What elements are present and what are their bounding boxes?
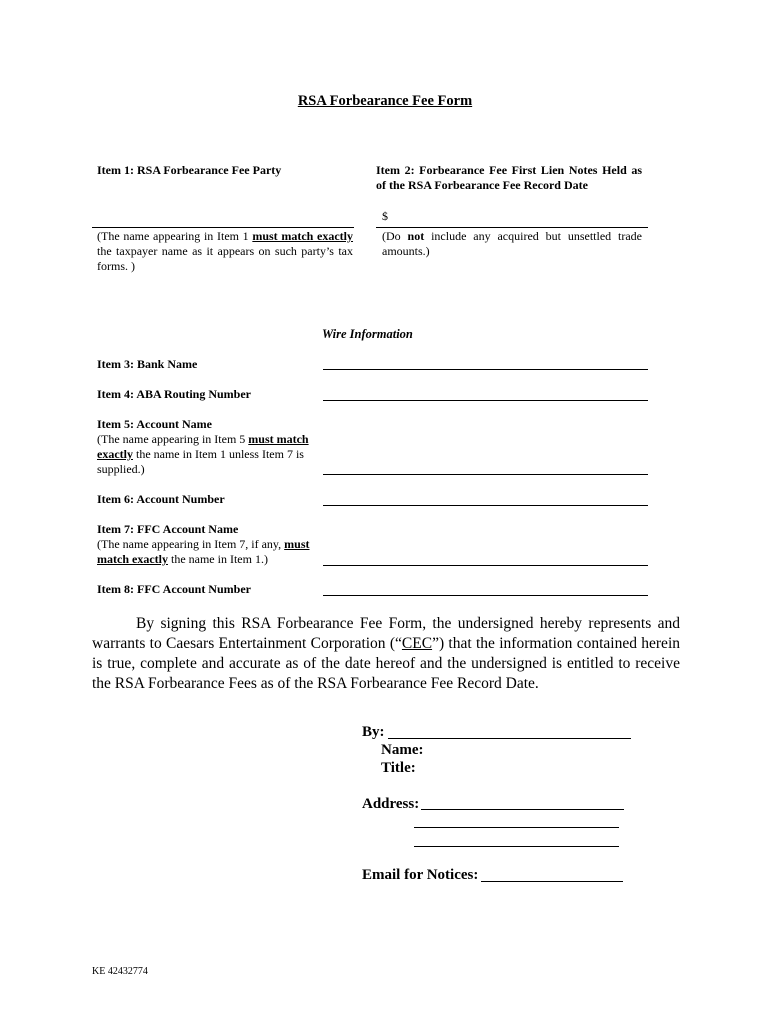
- signature-field[interactable]: [388, 738, 631, 739]
- ffc-account-number-field[interactable]: [323, 595, 648, 596]
- aba-routing-field[interactable]: [323, 400, 648, 401]
- item1-note: (The name appearing in Item 1 must match exactly the taxpayer name as it appears on such party’s tax forms. ): [97, 229, 354, 273]
- item2-label: Item 2: Forbearance Fee First Lien Notes Held as of the RSA Forbearance Fee Record Date: [376, 163, 642, 192]
- item2-dollar-sign: $: [382, 209, 388, 223]
- address-line-1[interactable]: [421, 809, 624, 810]
- name-label: Name:: [381, 742, 424, 758]
- address-label: Address:: [362, 796, 420, 812]
- bank-name-field[interactable]: [323, 369, 648, 370]
- document-id: KE 42432774: [92, 966, 148, 977]
- form-title: RSA Forbearance Fee Form: [297, 93, 473, 109]
- item8-label: Item 8: FFC Account Number: [97, 582, 251, 596]
- account-number-field[interactable]: [323, 505, 648, 506]
- item5-label: Item 5: Account Name: [97, 417, 212, 431]
- item1-field[interactable]: [92, 227, 354, 228]
- item7-note: (The name appearing in Item 7, if any, must match exactly the name in Item 1.): [97, 537, 310, 566]
- wire-information-heading: Wire Information: [322, 327, 413, 341]
- item7-label: Item 7: FFC Account Name: [97, 522, 239, 536]
- by-label: By:: [362, 724, 385, 740]
- account-name-field[interactable]: [323, 474, 648, 475]
- address-line-3[interactable]: [414, 846, 619, 847]
- email-field[interactable]: [481, 881, 623, 882]
- item6-label: Item 6: Account Number: [97, 492, 225, 506]
- item4-label: Item 4: ABA Routing Number: [97, 387, 252, 401]
- email-label: Email for Notices:: [362, 867, 479, 883]
- ffc-account-name-field[interactable]: [323, 565, 648, 566]
- address-line-2[interactable]: [414, 827, 619, 828]
- item2-field[interactable]: [376, 227, 648, 228]
- title-label: Title:: [381, 760, 416, 776]
- item2-note: (Do not include any acquired but unsettled trade amounts.): [382, 229, 643, 258]
- representation-statement: By signing this RSA Forbearance Fee Form, the undersigned hereby represents and warrants to Caesars Entertainment Corporation (“CEC”) that the information contained herein is true, complete and accurate as of the date hereof and the undersigned is entitled to receive the RSA Forbearance Fees as of the RSA Forbearance Fee Record Date.: [92, 615, 680, 692]
- item3-label: Item 3: Bank Name: [97, 357, 198, 371]
- item5-note: (The name appearing in Item 5 must match exactly the name in Item 1 unless Item 7 is supplied.): [97, 432, 309, 476]
- item1-label: Item 1: RSA Forbearance Fee Party: [97, 163, 282, 177]
